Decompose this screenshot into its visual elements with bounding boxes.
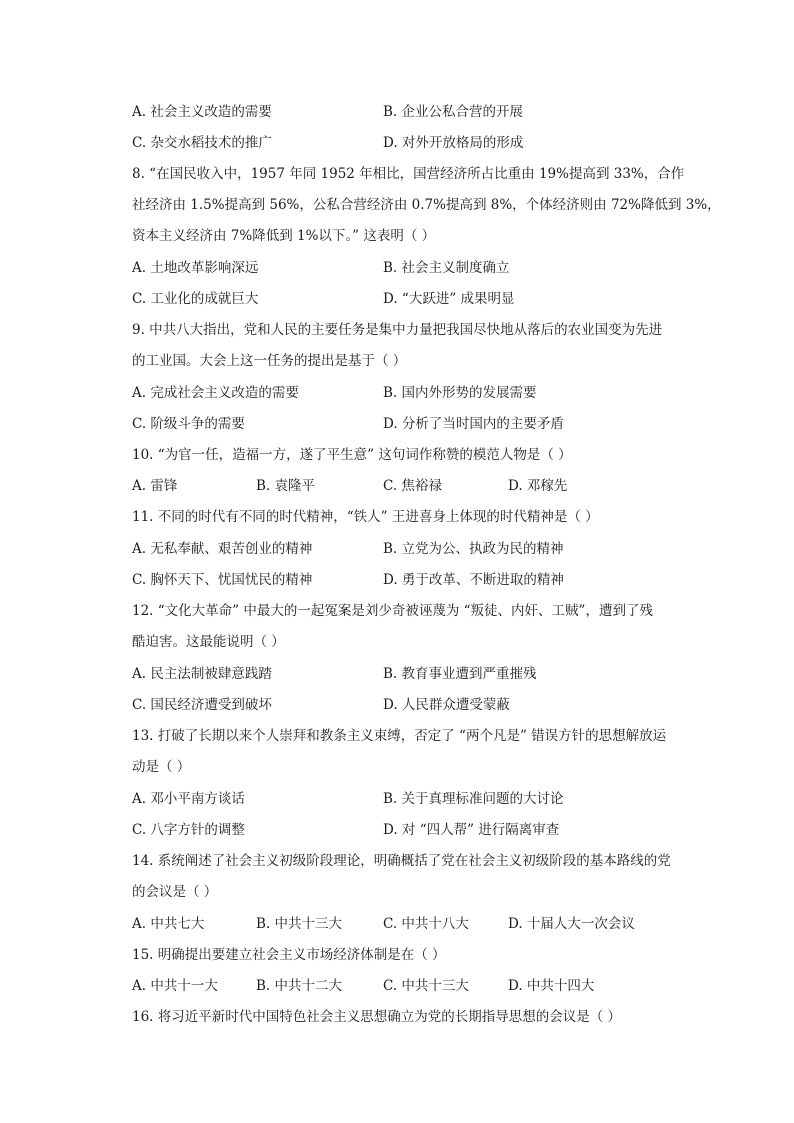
q16-stem-line-1: 16. 将习近平新时代中国特色社会主义思想确立为党的长期指导思想的会议是（ ） bbox=[132, 1009, 622, 1025]
q8-stem-line-1: 8. “在国民收入中，1957 年同 1952 年相比，国营经济所占比重由 19%提高到 33%，合作 bbox=[132, 166, 685, 182]
q8-option-c: C. 工业化的成就巨大 bbox=[132, 291, 259, 307]
q9-option-c: C. 阶级斗争的需要 bbox=[132, 416, 245, 432]
q9-option-a: A. 完成社会主义改造的需要 bbox=[132, 385, 299, 401]
q15-stem-line-1: 15. 明确提出要建立社会主义市场经济体制是在（ ） bbox=[132, 947, 446, 963]
q13-option-c: C. 八字方针的调整 bbox=[132, 822, 245, 838]
q12-stem-line-1: 12. “文化大革命” 中最大的一起冤案是刘少奇被诬蔑为 “叛徒、内奸、工贼”，遭到了残 bbox=[132, 603, 653, 619]
q10-option-d: D. 邓稼先 bbox=[508, 478, 568, 494]
q12-option-c: C. 国民经济遭受到破坏 bbox=[132, 697, 272, 713]
q14-option-b: B. 中共十三大 bbox=[256, 916, 343, 932]
q14-stem-line-2: 的会议是（ ） bbox=[132, 884, 218, 900]
q7-option-d: D. 对外开放格局的形成 bbox=[383, 135, 524, 151]
q13-stem-line-1: 13. 打破了长期以来个人崇拜和教条主义束缚，否定了 “两个凡是” 错误方针的思想解放运 bbox=[132, 728, 667, 744]
q12-option-d: D. 人民群众遭受蒙蔽 bbox=[383, 697, 510, 713]
q8-option-b: B. 社会主义制度确立 bbox=[383, 260, 510, 276]
q7-option-c: C. 杂交水稻技术的推广 bbox=[132, 135, 272, 151]
q12-option-b: B. 教育事业遭到严重摧残 bbox=[383, 666, 537, 682]
q10-option-c: C. 焦裕禄 bbox=[383, 478, 442, 494]
q11-option-c: C. 胸怀天下、忧国忧民的精神 bbox=[132, 572, 313, 588]
q7-option-b: B. 企业公私合营的开展 bbox=[383, 104, 524, 120]
q8-stem-line-3: 资本主义经济由 7%降低到 1%以下。” 这表明（ ） bbox=[132, 228, 436, 244]
q15-option-b: B. 中共十二大 bbox=[256, 978, 343, 994]
q12-option-a: A. 民主法制被肆意践踏 bbox=[132, 666, 272, 682]
q9-option-d: D. 分析了当时国内的主要矛盾 bbox=[383, 416, 564, 432]
q15-option-a: A. 中共十一大 bbox=[132, 978, 218, 994]
q9-option-b: B. 国内外形势的发展需要 bbox=[383, 385, 537, 401]
q13-option-b: B. 关于真理标准问题的大讨论 bbox=[383, 791, 564, 807]
q11-stem-line-1: 11. 不同的时代有不同的时代精神，“铁人” 王进喜身上体现的时代精神是（ ） bbox=[132, 509, 599, 525]
q14-stem-line-1: 14. 系统阐述了社会主义初级阶段理论，明确概括了党在社会主义初级阶段的基本路线的党 bbox=[132, 853, 671, 869]
q14-option-c: C. 中共十八大 bbox=[383, 916, 469, 932]
q10-option-b: B. 袁隆平 bbox=[256, 478, 316, 494]
q11-option-b: B. 立党为公、执政为民的精神 bbox=[383, 541, 564, 557]
q11-option-d: D. 勇于改革、不断进取的精神 bbox=[383, 572, 564, 588]
q9-stem-line-2: 的工业国。大会上这一任务的提出是基于（ ） bbox=[132, 353, 407, 369]
q11-option-a: A. 无私奉献、艰苦创业的精神 bbox=[132, 541, 313, 557]
q8-option-d: D. “大跃进” 成果明显 bbox=[383, 291, 515, 307]
q8-stem-line-2: 社经济由 1.5%提高到 56%，公私合营经济由 0.7%提高到 8%，个体经济则由 72%降低到 3%， bbox=[132, 197, 721, 213]
q10-option-a: A. 雷锋 bbox=[132, 478, 178, 494]
q14-option-a: A. 中共七大 bbox=[132, 916, 205, 932]
q13-stem-line-2: 动是（ ） bbox=[132, 759, 191, 775]
q13-option-a: A. 邓小平南方谈话 bbox=[132, 791, 245, 807]
q7-option-a: A. 社会主义改造的需要 bbox=[132, 104, 272, 120]
q15-option-c: C. 中共十三大 bbox=[383, 978, 469, 994]
q13-option-d: D. 对 “四人帮” 进行隔离审查 bbox=[383, 822, 560, 838]
q9-stem-line-1: 9. 中共八大指出，党和人民的主要任务是集中力量把我国尽快地从落后的农业国变为先进 bbox=[132, 322, 663, 338]
q8-option-a: A. 土地改革影响深远 bbox=[132, 260, 259, 276]
q12-stem-line-2: 酷迫害。这最能说明（ ） bbox=[132, 634, 285, 650]
q15-option-d: D. 中共十四大 bbox=[508, 978, 595, 994]
q10-stem-line-1: 10. “为官一任，造福一方，遂了平生意” 这句词作称赞的模范人物是（ ） bbox=[132, 447, 572, 463]
q14-option-d: D. 十届人大一次会议 bbox=[508, 916, 635, 932]
